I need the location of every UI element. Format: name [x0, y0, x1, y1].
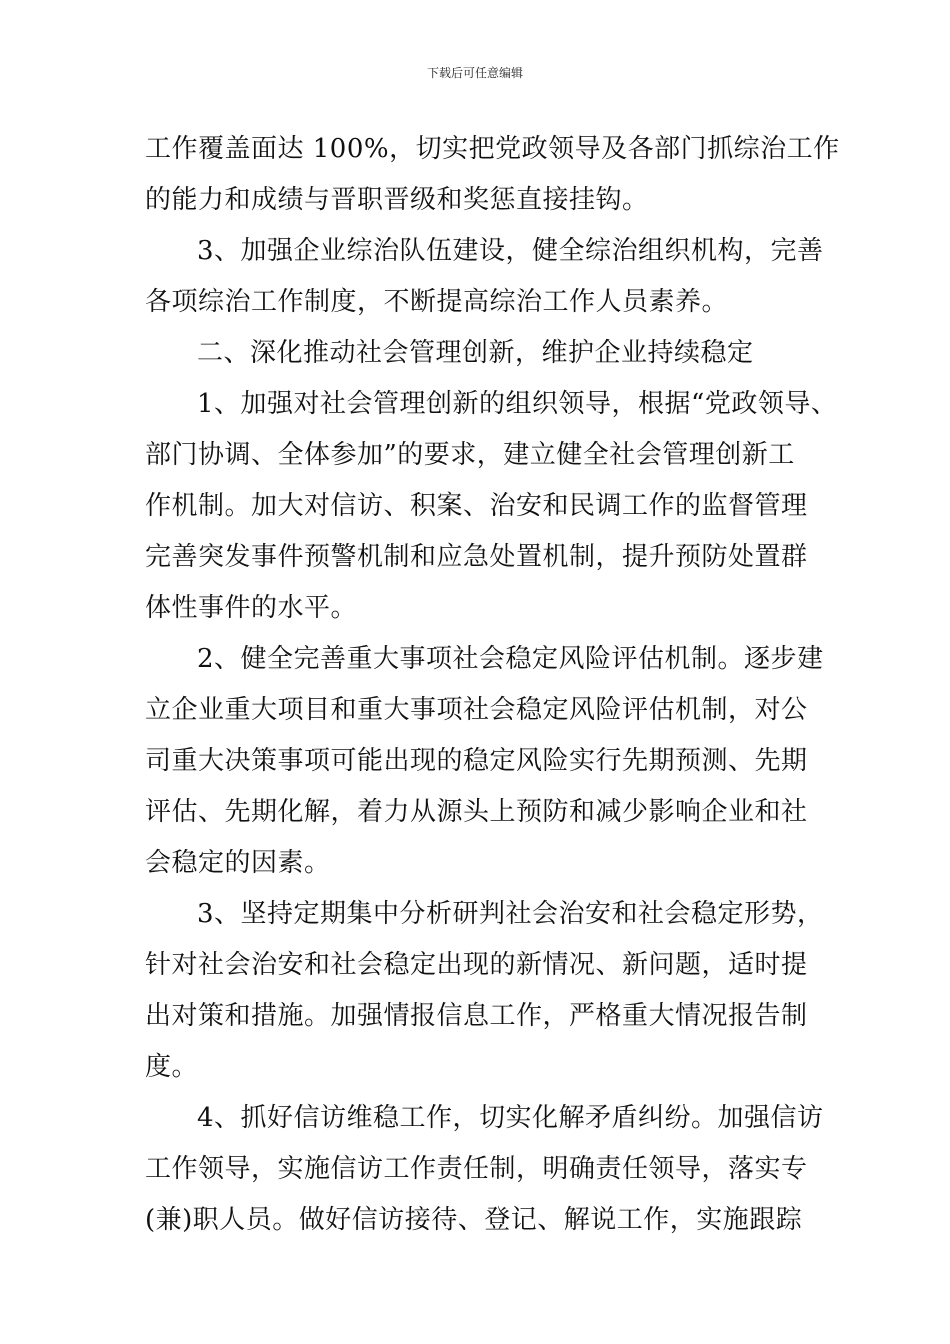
text-line: 评估、先期化解，着力从源头上预防和减少影响企业和社: [145, 797, 808, 827]
text-line: 3、坚持定期集中分析研判社会治安和社会稳定形势，: [197, 899, 824, 929]
text-line: (兼)职人员。做好信访接待、登记、解说工作，实施跟踪: [145, 1205, 803, 1235]
text-line: 2、健全完善重大事项社会稳定风险评估机制。逐步建: [197, 644, 824, 674]
text-line: 完善突发事件预警机制和应急处置机制，提升预防处置群: [145, 542, 808, 572]
text-line: 工作覆盖面达 100%，切实把党政领导及各部门抓综治工作: [145, 134, 840, 164]
text-line: 出对策和措施。加强情报信息工作，严格重大情况报告制: [145, 1001, 808, 1031]
text-line: 体性事件的水平。: [145, 593, 358, 623]
text-line: 会稳定的因素。: [145, 848, 331, 878]
text-line: 的能力和成绩与晋职晋级和奖惩直接挂钩。: [145, 185, 649, 215]
text-line: 3、加强企业综治队伍建设，健全综治组织机构，完善: [197, 236, 824, 266]
text-line: 各项综治工作制度，不断提高综治工作人员素养。: [145, 287, 729, 317]
text-line: 部门协调、全体参加”的要求，建立健全社会管理创新工: [145, 440, 795, 470]
text-line: 度。: [145, 1052, 199, 1082]
text-line: 二、深化推动社会管理创新，维护企业持续稳定: [197, 338, 754, 368]
text-line: 1、加强对社会管理创新的组织领导，根据“党政领导、: [197, 389, 838, 419]
text-line: 工作领导，实施信访工作责任制，明确责任领导，落实专: [145, 1154, 808, 1184]
page-header: 下载后可任意编辑: [426, 66, 523, 80]
text-line: 4、抓好信访维稳工作，切实化解矛盾纠纷。加强信访: [197, 1103, 824, 1133]
text-line: 针对社会治安和社会稳定出现的新情况、新问题，适时提: [145, 950, 808, 980]
text-line: 司重大决策事项可能出现的稳定风险实行先期预测、先期: [145, 746, 808, 776]
document-body: [145, 124, 840, 1246]
text-line: 作机制。加大对信访、积案、治安和民调工作的监督管理: [145, 491, 808, 521]
text-line: 立企业重大项目和重大事项社会稳定风险评估机制，对公: [145, 695, 808, 725]
